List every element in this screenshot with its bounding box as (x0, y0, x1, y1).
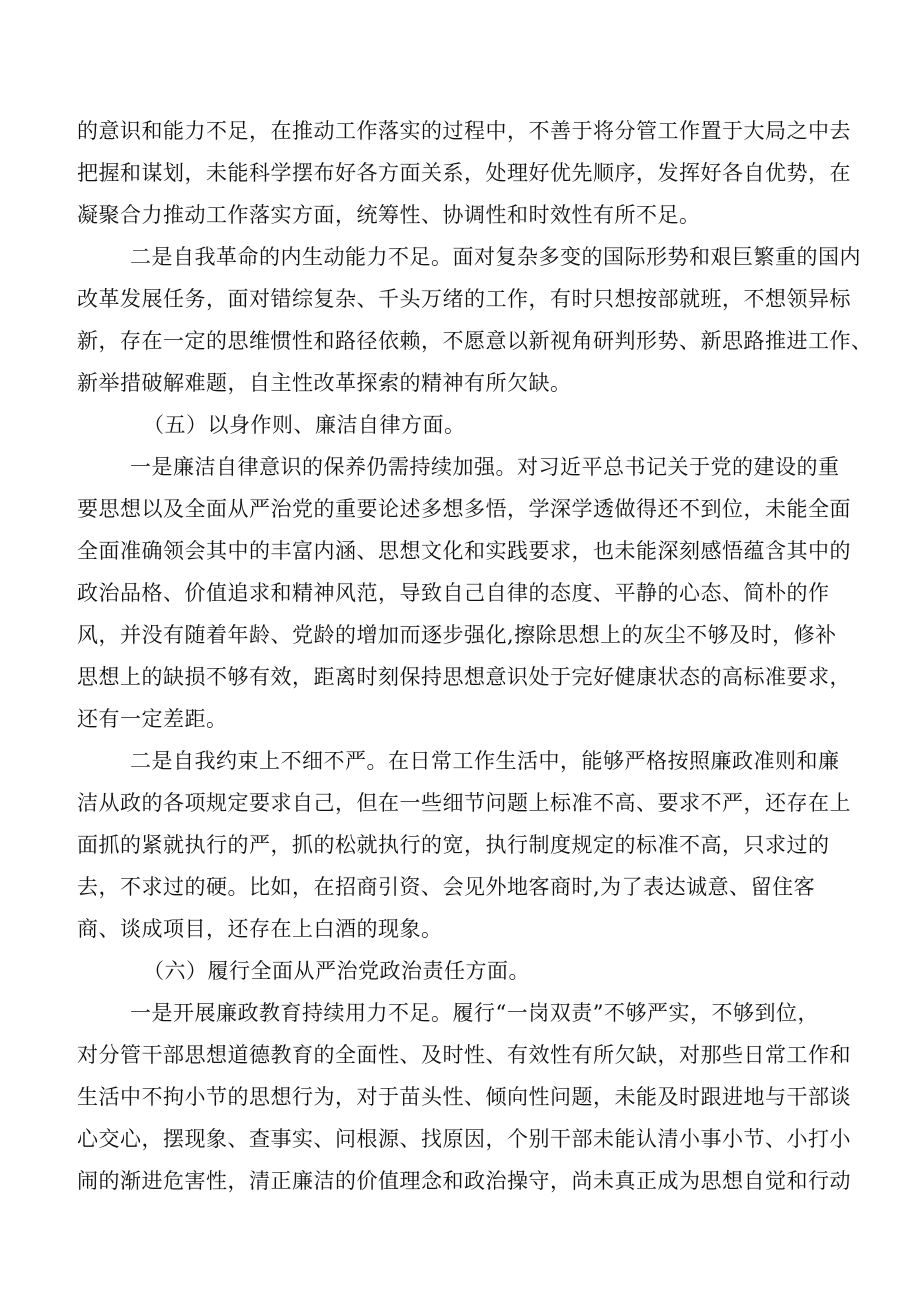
text-line: 面抓的紧就执行的严，抓的松就执行的宽，执行制度规定的标准不高，只求过的 (77, 833, 830, 857)
section-heading: （六）履行全面从严治党政治责任方面。 (143, 959, 530, 983)
text-line: 新举措破解难题，自主性改革探索的精神有所欠缺。 (77, 371, 572, 395)
text-line: 把握和谋划，未能科学摆布好各方面关系，处理好优先顺序，发挥好各自优势，在 (77, 161, 851, 185)
text-line: 凝聚合力推动工作落实方面，统筹性、协调性和时效性有所不足。 (77, 203, 701, 227)
text-line: 洁从政的各项规定要求自己，但在一些细节问题上标准不高、要求不严，还存在上 (77, 791, 851, 815)
text-line: 的意识和能力不足，在推动工作落实的过程中，不善于将分管工作置于大局之中去 (77, 119, 851, 143)
text-line: 去，不求过的硬。比如，在招商引资、会见外地客商时,为了表达诚意、留住客 (77, 875, 816, 899)
text-line: 二是自我约束上不细不严。在日常工作生活中，能够严格按照廉政准则和廉 (130, 749, 840, 773)
text-line: 思想上的缺损不够有效，距离时刻保持思想意识处于完好健康状态的高标准要求， (77, 665, 851, 689)
text-line: 还有一定差距。 (77, 707, 228, 731)
text-line: 政治品格、价值追求和精神风范，导致自己自律的态度、平静的心态、简朴的作 (77, 581, 830, 605)
text-line: 全面准确领会其中的丰富内涵、思想文化和实践要求，也未能深刻感悟蕴含其中的 (77, 539, 851, 563)
text-line: 新，存在一定的思维惯性和路径依赖，不愿意以新视角研判形势、新思路推进工作、 (77, 329, 873, 353)
text-line: 一是开展廉政教育持续用力不足。履行“一岗双责”不够严实，不够到位， (130, 1001, 819, 1025)
text-line: 商、谈成项目，还存在上白酒的现象。 (77, 917, 443, 941)
text-line: 闹的渐进危害性，清正廉洁的价值理念和政治操守，尚未真正成为思想自觉和行动 (77, 1169, 851, 1193)
section-heading: （五）以身作则、廉洁自律方面。 (143, 413, 466, 437)
text-line: 改革发展任务，面对错综复杂、千头万绪的工作，有时只想按部就班，不想领异标 (77, 287, 851, 311)
text-line: 要思想以及全面从严治党的重要论述多想多悟，学深学透做得还不到位，未能全面 (77, 497, 851, 521)
text-line: 对分管干部思想道德教育的全面性、及时性、有效性有所欠缺，对那些日常工作和 (77, 1043, 851, 1067)
text-line: 生活中不拘小节的思想行为，对于苗头性、倾向性问题，未能及时跟进地与干部谈 (77, 1085, 851, 1109)
text-line: 一是廉洁自律意识的保养仍需持续加强。对习近平总书记关于党的建设的重 (130, 455, 840, 479)
text-line: 二是自我革命的内生动能力不足。面对复杂多变的国际形势和艰巨繁重的国内 (130, 245, 861, 269)
text-line: 风，并没有随着年龄、党龄的增加而逐步强化,擦除思想上的灰尘不够及时，修补 (77, 623, 837, 647)
text-line: 心交心，摆现象、查事实、问根源、找原因，个别干部未能认清小事小节、小打小 (77, 1127, 851, 1151)
